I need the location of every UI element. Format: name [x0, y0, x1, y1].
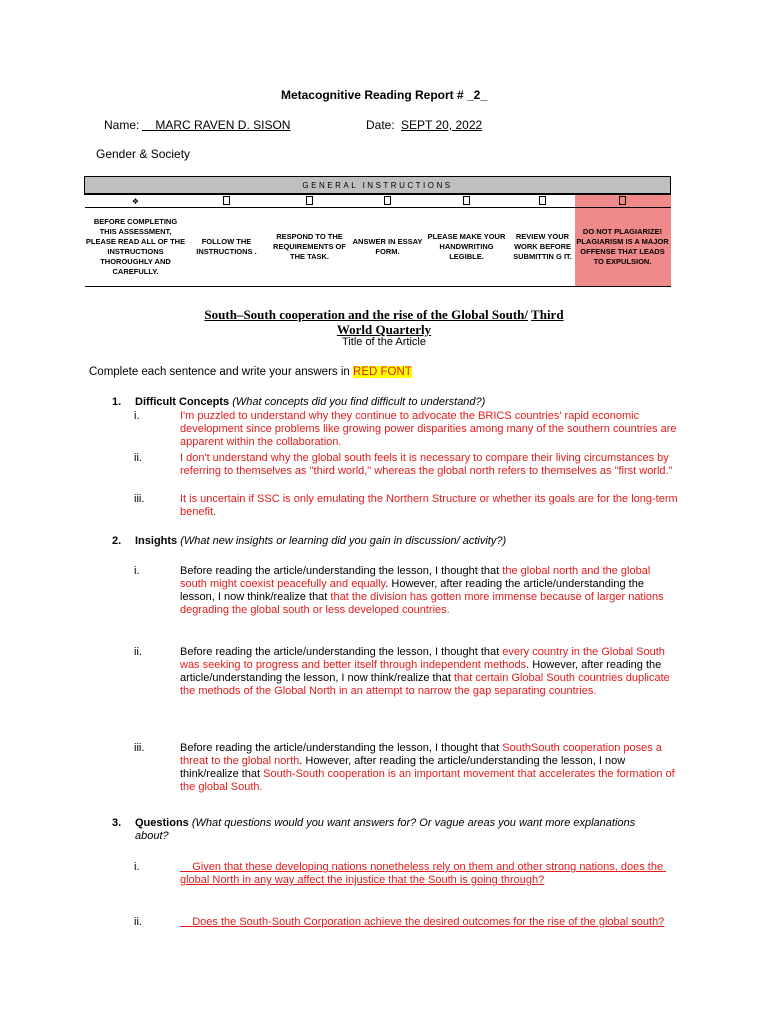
- instruction-respond: RESPOND TO THE REQUIREMENTS OF THE TASK.: [267, 208, 353, 287]
- insight-lead-after: However, after reading the article/understanding the lesson, I now think/realize that: [180, 578, 644, 603]
- insight-lead-before: Before reading the article/understanding the lesson, I thought that: [180, 646, 503, 658]
- subject-label: Gender & Society: [96, 147, 191, 161]
- insight-answer: Before reading the article/understanding the lesson, I thought that SouthSouth cooperation poses a threat to the global north. However, after reading the article/understanding the lesson, I now think/realize that South-South cooperation is an important movement that accelerates the formation of the global South.: [180, 742, 675, 793]
- item-number: i.: [134, 861, 140, 873]
- insight-before-answer: the global north and the global south might coexist peacefully and equally: [180, 565, 651, 590]
- insight-lead-before: Before reading the article/understanding the lesson, I thought that: [180, 565, 503, 577]
- answer-instruction-text: Complete each sentence and write your answers in: [89, 366, 354, 378]
- section-2-prompt: (What new insights or learning did you gain in discussion/ activity?): [180, 535, 507, 547]
- item-number: ii.: [134, 646, 142, 658]
- missing-glyph-icon: [423, 194, 511, 208]
- instruction-review: REVIEW YOUR WORK BEFORE SUBMITTIN G IT.: [511, 208, 575, 287]
- section-2-title: Insights: [135, 535, 178, 547]
- missing-glyph-icon: [511, 194, 575, 208]
- instruction-essay: ANSWER IN ESSAY FORM.: [353, 208, 423, 287]
- missing-glyph-icon: [187, 194, 267, 208]
- item-number: i.: [134, 565, 140, 577]
- question-answer: Does the South-South Corporation achieve the desired outcomes for the rise of the global south?: [180, 916, 665, 928]
- section-1-title: Difficult Concepts: [135, 396, 230, 408]
- item-number: ii.: [134, 452, 142, 464]
- difficult-concept-answer: I don't understand why the global south feels it is necessary to compare their living circumstances by referring to themselves as "third world," whereas the global north refers to themselves as "first world.": [180, 452, 673, 477]
- red-font-highlight: RED FONT: [353, 366, 412, 378]
- article-title-part1: South–South cooperation and the rise of the Global South/: [204, 307, 529, 322]
- insight-lead-after: However, after reading the article/understanding the lesson, I now think/realize that: [180, 755, 626, 780]
- section-1-heading: [135, 396, 695, 408]
- insight-answer: Before reading the article/understanding the lesson, I thought that every country in the Global South was seeking to progress and better itself through independent methods. However, after reading the article/understanding the lesson, I now think/realize that that certain Global South countries duplicate the methods of the Global North in an attempt to narrow the gap separating countries.: [180, 646, 670, 697]
- insight-lead-after: However, after reading the article/understanding the lesson, I now think/realize that: [180, 659, 662, 684]
- insight-after-answer: that certain Global South countries duplicate the methods of the Global North in an attempt to narrow the gap separating countries.: [180, 672, 670, 697]
- item-number: i.: [134, 410, 140, 422]
- section-3-heading: [135, 817, 655, 843]
- insight-before-answer: SouthSouth cooperation poses a threat to the global north: [180, 742, 662, 767]
- section-3-number: 3.: [112, 817, 122, 829]
- instruction-follow: FOLLOW THE INSTRUCTIONS .: [187, 208, 267, 287]
- instruction-no-plagiarism: DO NOT PLAGIARIZE! PLAGIARISM IS A MAJOR OFFENSE THAT LEADS TO EXPULSION.: [575, 208, 671, 287]
- item-number: iii.: [134, 742, 145, 754]
- item-number: iii.: [134, 493, 145, 505]
- answer-instruction: [89, 366, 412, 378]
- section-2-number: 2.: [112, 535, 122, 547]
- item-number: ii.: [134, 916, 142, 928]
- difficult-concept-answer: I'm puzzled to understand why they continue to advocate the BRICS countries' rapid economic development since problems like growing power disparities among many of the southern countries are apparent within the collaboration.: [180, 410, 677, 448]
- section-3-prompt: (What questions would you want answers for? Or vague areas you want more explanations about?: [135, 817, 636, 842]
- section-1-prompt: (What concepts did you find difficult to understand?): [232, 396, 486, 408]
- insight-before-answer: every country in the Global South was seeking to progress and better itself through independent methods: [180, 646, 665, 671]
- report-title: Metacognitive Reading Report # _2_: [280, 88, 488, 102]
- section-3-title: Questions: [135, 817, 189, 829]
- instruction-legible: PLEASE MAKE YOUR HANDWRITING LEGIBLE.: [423, 208, 511, 287]
- insight-after-answer: South-South cooperation is an important movement that accelerates the formation of the global South.: [180, 768, 675, 793]
- instruction-read-all: BEFORE COMPLETING THIS ASSESSMENT, PLEASE READ ALL OF THE INSTRUCTIONS THOROUGHLY AND CAREFULLY.: [85, 208, 187, 287]
- name-value: MARC RAVEN D. SISON: [142, 118, 291, 132]
- article-title: [0, 307, 768, 337]
- diamond-bullet-icon: ❖: [85, 194, 187, 208]
- section-2-heading: [135, 535, 695, 547]
- missing-glyph-icon: [353, 194, 423, 208]
- article-subtitle: Title of the Article: [342, 336, 426, 348]
- article-title-part2: Third: [531, 307, 564, 322]
- question-answer: Given that these developing nations nonetheless rely on them and other strong nations, does the global North in any way affect the injustice that the South is going through?: [180, 861, 667, 886]
- insight-after-answer: that the division has gotten more immense because of larger nations degrading the global south or less developed countries.: [180, 591, 664, 616]
- general-instructions-table: [84, 176, 671, 287]
- date-label: Date:: [366, 118, 395, 132]
- missing-glyph-icon: [267, 194, 353, 208]
- article-title-line2: World Quarterly: [336, 322, 432, 337]
- missing-glyph-icon: [575, 194, 671, 208]
- insight-lead-before: Before reading the article/understanding the lesson, I thought that: [180, 742, 503, 754]
- insight-answer: Before reading the article/understanding the lesson, I thought that the global north and the global south might coexist peacefully and equally. However, after reading the article/understanding the lesson, I now think/realize that that the division has gotten more immense because of larger nations degrading the global south or less developed countries.: [180, 565, 664, 616]
- date-value: SEPT 20, 2022: [401, 118, 483, 132]
- general-instructions-heading: GENERAL INSTRUCTIONS: [85, 177, 671, 195]
- name-label: Name:: [104, 118, 140, 132]
- difficult-concept-answer: It is uncertain if SSC is only emulating the Northern Structure or whether its goals are for the long-term benefit.: [180, 493, 678, 518]
- section-1-number: 1.: [112, 396, 122, 408]
